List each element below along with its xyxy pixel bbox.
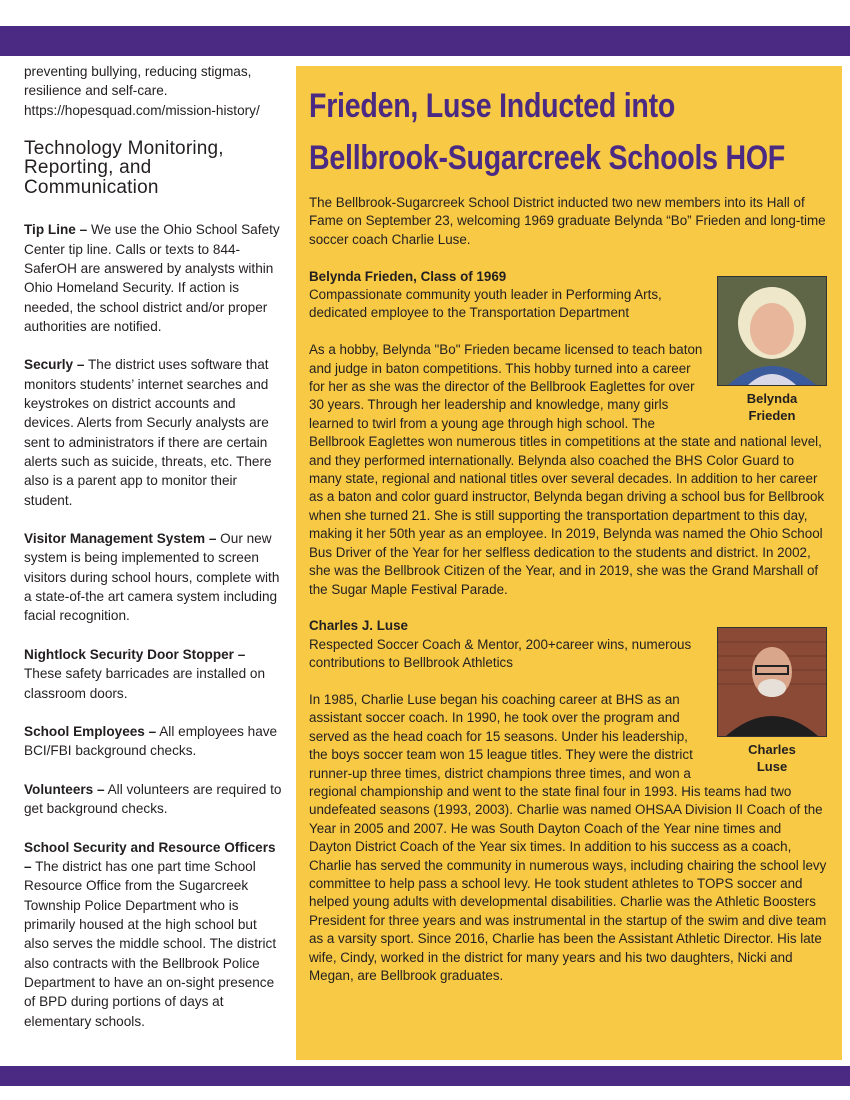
inductee1-subtitle: Compassionate community youth leader in Performing Arts, dedicated employee to the Transportation Department	[309, 287, 662, 321]
item-lead: School Employees –	[24, 724, 157, 740]
hall-of-fame-feature	[296, 66, 842, 1060]
frieden-photo-frame	[717, 276, 827, 424]
item-tip-line	[24, 220, 284, 336]
item-text: Our new system is being implemented to screen visitors during school hours, complete with a state-of-the art camera system including facial recognition.	[24, 531, 280, 624]
header-bar	[0, 26, 850, 56]
inductee2-subtitle: Respected Soccer Coach & Mentor, 200+career wins, numerous contributions to Bellbrook Athletics	[309, 636, 692, 671]
item-volunteers	[24, 780, 284, 819]
item-text: All employees have BCI/FBI background checks.	[24, 724, 278, 759]
item-text: These safety barricades are installed on classroom doors.	[24, 666, 266, 701]
footer-bar	[0, 1066, 850, 1086]
section-heading: Technology Monitoring, Reporting, and Communication	[24, 137, 224, 198]
feature-intro: The Bellbrook-Sugarcreek School District inducted two new members into its Hall of Fame on September 23, welcoming 1969 graduate Belynda “Bo” Frieden and long-time soccer coach Charlie Luse.	[309, 195, 826, 247]
inductee1-name: Belynda Frieden, Class of 1969	[309, 268, 507, 284]
inductee2-bio: In 1985, Charlie Luse began his coaching career at BHS as an assistant soccer coach. In 1990, he took over the program and served as the head coach for 15 seasons. Under his leadership, the boys soccer team won 15 league titles. They were the district runner-up three times, district champions three times, and won a regional championship and went to the state final four in 1993. His teams had two undefeated seasons (1993, 2003). Charlie was named OHSAA Division II Coach of the Year in 2005 and 2007. He was South Dayton Coach of the Year nine times and Dayton District Coach of the Year six times. In addition to his success as a coach, Charlie has served the community in numerous ways, including chairing the school levy committee to help pass a school levy. He took student athletes to TOPS soccer and helped young adults with developmental disabilities. Charlie was the Athletic Boosters President for three years and was instrumental in the startup of the swim and dive team as a varsity sport. Since 2016, Charlie has been the Assistant Athletic Director. His late wife, Cindy, worked in the district for many years and his two daughters, Nicki and Megan, are Bellbrook graduates.	[309, 691, 827, 983]
item-securly	[24, 355, 284, 509]
inductee2-name: Charles J. Luse	[309, 618, 408, 634]
frieden-portrait-image	[718, 277, 826, 385]
feature-title-line1: Frieden, Luse Inducted into	[309, 87, 676, 125]
item-nightlock	[24, 645, 284, 703]
item-lead: School Security and Resource Officers –	[24, 839, 276, 875]
item-lead: Volunteers –	[24, 782, 105, 797]
item-security-officers	[24, 838, 284, 1031]
item-lead: Visitor Management System –	[24, 531, 217, 547]
left-column	[24, 62, 284, 1031]
frieden-caption	[717, 390, 827, 424]
item-text: The district has one part time School Resource Office from the Sugarcreek Township Police Department who is primarily housed at the high school but also serves the middle school. The district also contracts with the Bellbrook Police Department to have an on-sight presence of BPD during portions of days at elementary schools.	[24, 859, 277, 1029]
frieden-photo	[717, 276, 827, 386]
luse-caption-line1: Charles	[748, 742, 796, 758]
item-lead: Nightlock Security Door Stopper –	[24, 646, 246, 662]
frieden-caption-line1: Belynda	[746, 390, 798, 406]
item-lead: Securly –	[24, 357, 85, 373]
luse-portrait-image	[718, 628, 826, 736]
feature-body	[309, 194, 827, 985]
frieden-caption-line2: Frieden	[748, 407, 796, 423]
luse-photo-frame	[717, 627, 827, 775]
item-visitor-management	[24, 529, 284, 625]
item-text: The district uses software that monitors students’ internet searches and keystrokes on district accounts and devices. Alerts from Securly analysts are sent to administrators if there are certain alerts such as suicide, threats, etc. There also is a parent app to monitor their student.	[24, 357, 272, 508]
luse-caption-line2: Luse	[756, 759, 788, 775]
item-school-employees	[24, 722, 284, 761]
feature-title	[309, 80, 786, 184]
inductee1-bio: As a hobby, Belynda "Bo" Frieden became licensed to teach baton and judge in baton competitions. This hobby turned into a career for her as she was the director of the Bellbrook Eaglettes for over 30 years. Through her leadership and knowledge, many girls learned to twirl from a young age through high school. The Bellbrook Eaglettes won numerous titles in competitions at the state and national level, and they performed internationally. Belynda also coached the BHS Color Guard to many state, regional and national titles over several decades. In addition to her career as a baton and color guard instructor, Belynda began driving a school bus for Bellbrook when she turned 21. She is still supporting the transportation department to this day, making it her 50th year as an employee. In 2019, Belynda was named the Ohio School Bus Driver of the Year for her selfless dedication to the students and district. In 2002, she was the Bellbrook Citizen of the Year, and in 2019, she was the Grand Marshall of the Sugar Maple Festival Parade.	[309, 342, 825, 597]
luse-caption	[717, 741, 827, 775]
item-text: We use the Ohio School Safety Center tip line. Calls or texts to 844-SaferOH are answered by analysts within Ohio Homeland Security. If action is needed, the school district and/or proper authorities are notified.	[24, 222, 280, 334]
intro-text: preventing bullying, reducing stigmas, resilience and self-care. https://hopesquad.com/mission-history/	[24, 64, 260, 118]
luse-photo	[717, 627, 827, 737]
item-text: All volunteers are required to get background checks.	[24, 782, 282, 817]
item-lead: Tip Line –	[24, 222, 88, 238]
feature-title-line2: Bellbrook-Sugarcreek Schools HOF	[309, 139, 786, 177]
